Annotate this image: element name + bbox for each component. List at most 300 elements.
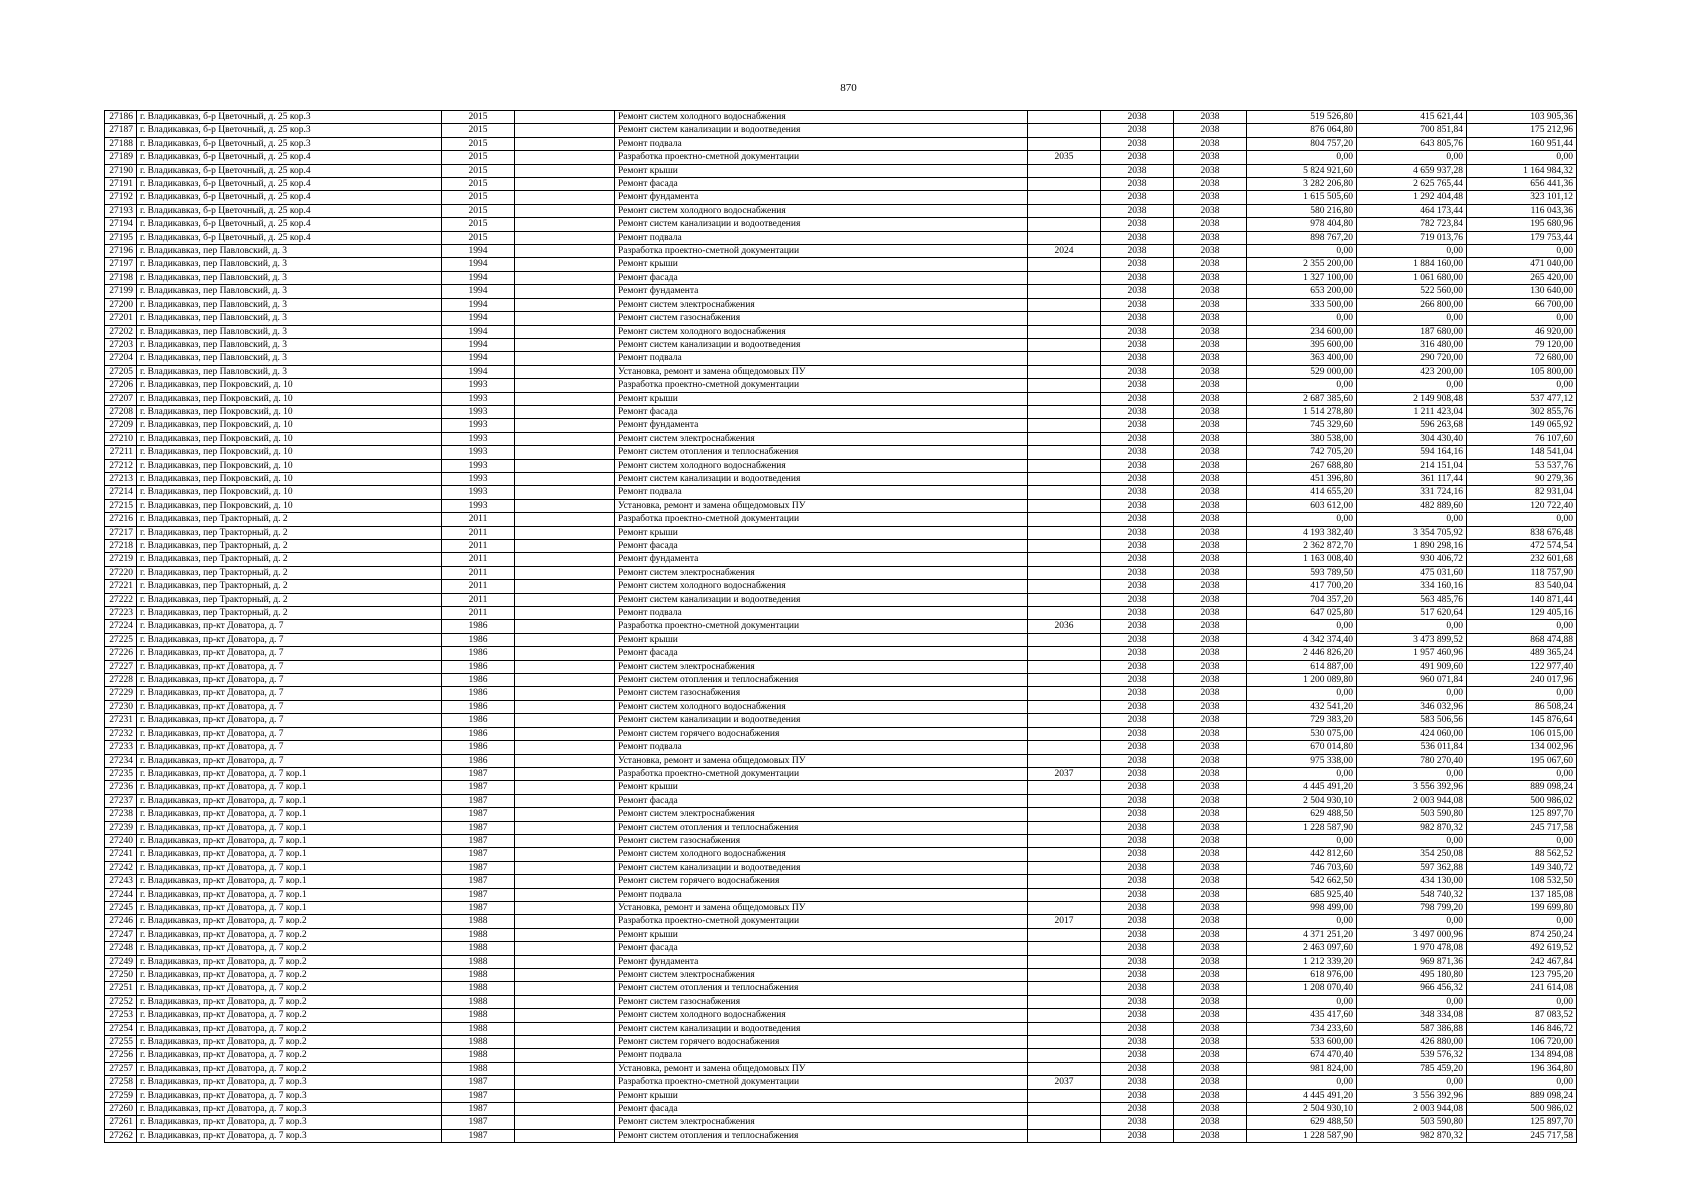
project-year-cell bbox=[1028, 995, 1101, 1008]
blank-cell bbox=[515, 178, 615, 191]
address-cell: г. Владикавказ, б-р Цветочный, д. 25 кор.4 bbox=[137, 231, 442, 244]
owner-cost-cell: 0,00 bbox=[1467, 915, 1577, 928]
address-cell: г. Владикавказ, пр-кт Доватора, д. 7 кор.1 bbox=[137, 767, 442, 780]
total-cost-cell: 4 371 251,20 bbox=[1247, 928, 1357, 941]
total-cost-cell: 704 357,20 bbox=[1247, 593, 1357, 606]
owner-cost-cell: 471 040,00 bbox=[1467, 258, 1577, 271]
end-year-cell: 2038 bbox=[1174, 1009, 1247, 1022]
fund-cost-cell: 522 560,00 bbox=[1357, 285, 1467, 298]
row-number: 27198 bbox=[105, 271, 137, 284]
work-type-cell: Разработка проектно-сметной документации bbox=[615, 245, 1028, 258]
work-type-cell: Ремонт систем отопления и теплоснабжения bbox=[615, 1129, 1028, 1142]
row-number: 27186 bbox=[105, 111, 137, 124]
fund-cost-cell: 482 889,60 bbox=[1357, 499, 1467, 512]
row-number: 27241 bbox=[105, 848, 137, 861]
row-number: 27211 bbox=[105, 446, 137, 459]
row-number: 27243 bbox=[105, 875, 137, 888]
owner-cost-cell: 500 986,02 bbox=[1467, 794, 1577, 807]
blank-cell bbox=[515, 164, 615, 177]
work-type-cell: Ремонт систем холодного водоснабжения bbox=[615, 580, 1028, 593]
year-built-cell: 1986 bbox=[442, 741, 515, 754]
project-year-cell bbox=[1028, 365, 1101, 378]
blank-cell bbox=[515, 352, 615, 365]
blank-cell bbox=[515, 1049, 615, 1062]
blank-cell bbox=[515, 151, 615, 164]
table-row bbox=[105, 1049, 1577, 1062]
year-built-cell: 1988 bbox=[442, 969, 515, 982]
address-cell: г. Владикавказ, пер Павловский, д. 3 bbox=[137, 285, 442, 298]
row-number: 27237 bbox=[105, 794, 137, 807]
start-year-cell: 2038 bbox=[1101, 969, 1174, 982]
total-cost-cell: 898 767,20 bbox=[1247, 231, 1357, 244]
year-built-cell: 1988 bbox=[442, 942, 515, 955]
address-cell: г. Владикавказ, пр-кт Доватора, д. 7 кор.1 bbox=[137, 794, 442, 807]
total-cost-cell: 414 655,20 bbox=[1247, 486, 1357, 499]
total-cost-cell: 729 383,20 bbox=[1247, 714, 1357, 727]
owner-cost-cell: 175 212,96 bbox=[1467, 124, 1577, 137]
address-cell: г. Владикавказ, пер Тракторный, д. 2 bbox=[137, 593, 442, 606]
project-year-cell: 2037 bbox=[1028, 1076, 1101, 1089]
year-built-cell: 1993 bbox=[442, 486, 515, 499]
total-cost-cell: 745 329,60 bbox=[1247, 419, 1357, 432]
project-year-cell bbox=[1028, 834, 1101, 847]
end-year-cell: 2038 bbox=[1174, 151, 1247, 164]
start-year-cell: 2038 bbox=[1101, 741, 1174, 754]
fund-cost-cell: 548 740,32 bbox=[1357, 888, 1467, 901]
fund-cost-cell: 3 354 705,92 bbox=[1357, 526, 1467, 539]
fund-cost-cell: 0,00 bbox=[1357, 379, 1467, 392]
address-cell: г. Владикавказ, пер Павловский, д. 3 bbox=[137, 352, 442, 365]
address-cell: г. Владикавказ, пр-кт Доватора, д. 7 bbox=[137, 700, 442, 713]
row-number: 27208 bbox=[105, 405, 137, 418]
table-row bbox=[105, 1076, 1577, 1089]
row-number: 27209 bbox=[105, 419, 137, 432]
owner-cost-cell: 0,00 bbox=[1467, 687, 1577, 700]
table-row bbox=[105, 405, 1577, 418]
fund-cost-cell: 1 061 680,00 bbox=[1357, 271, 1467, 284]
start-year-cell: 2038 bbox=[1101, 1036, 1174, 1049]
project-year-cell bbox=[1028, 446, 1101, 459]
blank-cell bbox=[515, 338, 615, 351]
table-row bbox=[105, 419, 1577, 432]
start-year-cell: 2038 bbox=[1101, 647, 1174, 660]
start-year-cell: 2038 bbox=[1101, 1062, 1174, 1075]
table-row bbox=[105, 352, 1577, 365]
end-year-cell: 2038 bbox=[1174, 901, 1247, 914]
table-row bbox=[105, 513, 1577, 526]
total-cost-cell: 1 163 008,40 bbox=[1247, 553, 1357, 566]
end-year-cell: 2038 bbox=[1174, 553, 1247, 566]
fund-cost-cell: 423 200,00 bbox=[1357, 365, 1467, 378]
work-type-cell: Ремонт систем холодного водоснабжения bbox=[615, 1009, 1028, 1022]
start-year-cell: 2038 bbox=[1101, 164, 1174, 177]
blank-cell bbox=[515, 419, 615, 432]
table-row bbox=[105, 499, 1577, 512]
blank-cell bbox=[515, 446, 615, 459]
table-row bbox=[105, 674, 1577, 687]
end-year-cell: 2038 bbox=[1174, 540, 1247, 553]
fund-cost-cell: 563 485,76 bbox=[1357, 593, 1467, 606]
year-built-cell: 1987 bbox=[442, 834, 515, 847]
table-row bbox=[105, 848, 1577, 861]
year-built-cell: 1994 bbox=[442, 271, 515, 284]
row-number: 27223 bbox=[105, 607, 137, 620]
fund-cost-cell: 214 151,04 bbox=[1357, 459, 1467, 472]
row-number: 27247 bbox=[105, 928, 137, 941]
fund-cost-cell: 1 884 160,00 bbox=[1357, 258, 1467, 271]
table-row bbox=[105, 647, 1577, 660]
project-year-cell bbox=[1028, 111, 1101, 124]
end-year-cell: 2038 bbox=[1174, 499, 1247, 512]
owner-cost-cell: 0,00 bbox=[1467, 312, 1577, 325]
row-number: 27227 bbox=[105, 660, 137, 673]
address-cell: г. Владикавказ, пер Покровский, д. 10 bbox=[137, 432, 442, 445]
table-row bbox=[105, 808, 1577, 821]
fund-cost-cell: 597 362,88 bbox=[1357, 861, 1467, 874]
row-number: 27246 bbox=[105, 915, 137, 928]
year-built-cell: 1987 bbox=[442, 848, 515, 861]
project-year-cell bbox=[1028, 901, 1101, 914]
row-number: 27192 bbox=[105, 191, 137, 204]
end-year-cell: 2038 bbox=[1174, 392, 1247, 405]
owner-cost-cell: 125 897,70 bbox=[1467, 1116, 1577, 1129]
total-cost-cell: 603 612,00 bbox=[1247, 499, 1357, 512]
table-row bbox=[105, 727, 1577, 740]
start-year-cell: 2038 bbox=[1101, 620, 1174, 633]
end-year-cell: 2038 bbox=[1174, 218, 1247, 231]
row-number: 27217 bbox=[105, 526, 137, 539]
project-year-cell bbox=[1028, 741, 1101, 754]
project-year-cell bbox=[1028, 1049, 1101, 1062]
row-number: 27197 bbox=[105, 258, 137, 271]
owner-cost-cell: 134 002,96 bbox=[1467, 741, 1577, 754]
work-type-cell: Ремонт фасада bbox=[615, 271, 1028, 284]
fund-cost-cell: 304 430,40 bbox=[1357, 432, 1467, 445]
blank-cell bbox=[515, 593, 615, 606]
fund-cost-cell: 0,00 bbox=[1357, 1076, 1467, 1089]
work-type-cell: Ремонт крыши bbox=[615, 258, 1028, 271]
table-row bbox=[105, 875, 1577, 888]
fund-cost-cell: 517 620,64 bbox=[1357, 607, 1467, 620]
table-row bbox=[105, 1062, 1577, 1075]
fund-cost-cell: 1 957 460,96 bbox=[1357, 647, 1467, 660]
end-year-cell: 2038 bbox=[1174, 352, 1247, 365]
project-year-cell bbox=[1028, 566, 1101, 579]
work-type-cell: Ремонт крыши bbox=[615, 633, 1028, 646]
owner-cost-cell: 90 279,36 bbox=[1467, 472, 1577, 485]
work-type-cell: Установка, ремонт и замена общедомовых ПУ bbox=[615, 754, 1028, 767]
total-cost-cell: 1 615 505,60 bbox=[1247, 191, 1357, 204]
end-year-cell: 2038 bbox=[1174, 915, 1247, 928]
start-year-cell: 2038 bbox=[1101, 472, 1174, 485]
row-number: 27231 bbox=[105, 714, 137, 727]
year-built-cell: 1993 bbox=[442, 419, 515, 432]
work-type-cell: Ремонт фасада bbox=[615, 942, 1028, 955]
address-cell: г. Владикавказ, пер Покровский, д. 10 bbox=[137, 392, 442, 405]
end-year-cell: 2038 bbox=[1174, 111, 1247, 124]
end-year-cell: 2038 bbox=[1174, 486, 1247, 499]
total-cost-cell: 2 362 872,70 bbox=[1247, 540, 1357, 553]
start-year-cell: 2038 bbox=[1101, 1049, 1174, 1062]
total-cost-cell: 530 075,00 bbox=[1247, 727, 1357, 740]
blank-cell bbox=[515, 191, 615, 204]
table-row bbox=[105, 767, 1577, 780]
total-cost-cell: 2 687 385,60 bbox=[1247, 392, 1357, 405]
blank-cell bbox=[515, 1129, 615, 1142]
work-type-cell: Ремонт систем холодного водоснабжения bbox=[615, 459, 1028, 472]
row-number: 27218 bbox=[105, 540, 137, 553]
owner-cost-cell: 0,00 bbox=[1467, 245, 1577, 258]
table-row bbox=[105, 379, 1577, 392]
end-year-cell: 2038 bbox=[1174, 593, 1247, 606]
end-year-cell: 2038 bbox=[1174, 834, 1247, 847]
table-row bbox=[105, 969, 1577, 982]
project-year-cell bbox=[1028, 258, 1101, 271]
owner-cost-cell: 889 098,24 bbox=[1467, 781, 1577, 794]
year-built-cell: 2011 bbox=[442, 540, 515, 553]
address-cell: г. Владикавказ, пер Павловский, д. 3 bbox=[137, 298, 442, 311]
table-row bbox=[105, 231, 1577, 244]
blank-cell bbox=[515, 848, 615, 861]
owner-cost-cell: 129 405,16 bbox=[1467, 607, 1577, 620]
row-number: 27204 bbox=[105, 352, 137, 365]
table-row bbox=[105, 1103, 1577, 1116]
address-cell: г. Владикавказ, пер Тракторный, д. 2 bbox=[137, 553, 442, 566]
owner-cost-cell: 323 101,12 bbox=[1467, 191, 1577, 204]
total-cost-cell: 975 338,00 bbox=[1247, 754, 1357, 767]
blank-cell bbox=[515, 875, 615, 888]
total-cost-cell: 0,00 bbox=[1247, 312, 1357, 325]
table-row bbox=[105, 392, 1577, 405]
project-year-cell bbox=[1028, 633, 1101, 646]
total-cost-cell: 1 200 089,80 bbox=[1247, 674, 1357, 687]
year-built-cell: 1993 bbox=[442, 446, 515, 459]
end-year-cell: 2038 bbox=[1174, 204, 1247, 217]
row-number: 27250 bbox=[105, 969, 137, 982]
year-built-cell: 2011 bbox=[442, 513, 515, 526]
start-year-cell: 2038 bbox=[1101, 124, 1174, 137]
blank-cell bbox=[515, 204, 615, 217]
table-row bbox=[105, 446, 1577, 459]
work-type-cell: Ремонт систем канализации и водоотведения bbox=[615, 338, 1028, 351]
table-row bbox=[105, 741, 1577, 754]
blank-cell bbox=[515, 566, 615, 579]
fund-cost-cell: 782 723,84 bbox=[1357, 218, 1467, 231]
work-type-cell: Ремонт систем канализации и водоотведения bbox=[615, 1022, 1028, 1035]
owner-cost-cell: 137 185,08 bbox=[1467, 888, 1577, 901]
table-row bbox=[105, 486, 1577, 499]
fund-cost-cell: 475 031,60 bbox=[1357, 566, 1467, 579]
total-cost-cell: 593 789,50 bbox=[1247, 566, 1357, 579]
start-year-cell: 2038 bbox=[1101, 754, 1174, 767]
blank-cell bbox=[515, 513, 615, 526]
year-built-cell: 1988 bbox=[442, 1009, 515, 1022]
start-year-cell: 2038 bbox=[1101, 674, 1174, 687]
total-cost-cell: 2 504 930,10 bbox=[1247, 794, 1357, 807]
project-year-cell bbox=[1028, 754, 1101, 767]
year-built-cell: 1986 bbox=[442, 754, 515, 767]
total-cost-cell: 685 925,40 bbox=[1247, 888, 1357, 901]
total-cost-cell: 432 541,20 bbox=[1247, 700, 1357, 713]
table-row bbox=[105, 915, 1577, 928]
start-year-cell: 2038 bbox=[1101, 1116, 1174, 1129]
fund-cost-cell: 596 263,68 bbox=[1357, 419, 1467, 432]
blank-cell bbox=[515, 124, 615, 137]
year-built-cell: 1987 bbox=[442, 1076, 515, 1089]
row-number: 27230 bbox=[105, 700, 137, 713]
address-cell: г. Владикавказ, пр-кт Доватора, д. 7 кор.1 bbox=[137, 901, 442, 914]
project-year-cell bbox=[1028, 137, 1101, 150]
end-year-cell: 2038 bbox=[1174, 714, 1247, 727]
row-number: 27251 bbox=[105, 982, 137, 995]
start-year-cell: 2038 bbox=[1101, 258, 1174, 271]
row-number: 27260 bbox=[105, 1103, 137, 1116]
owner-cost-cell: 120 722,40 bbox=[1467, 499, 1577, 512]
start-year-cell: 2038 bbox=[1101, 419, 1174, 432]
total-cost-cell: 2 463 097,60 bbox=[1247, 942, 1357, 955]
work-type-cell: Ремонт крыши bbox=[615, 392, 1028, 405]
owner-cost-cell: 125 897,70 bbox=[1467, 808, 1577, 821]
end-year-cell: 2038 bbox=[1174, 633, 1247, 646]
address-cell: г. Владикавказ, пр-кт Доватора, д. 7 bbox=[137, 754, 442, 767]
year-built-cell: 1988 bbox=[442, 928, 515, 941]
end-year-cell: 2038 bbox=[1174, 178, 1247, 191]
end-year-cell: 2038 bbox=[1174, 1089, 1247, 1102]
blank-cell bbox=[515, 1089, 615, 1102]
project-year-cell bbox=[1028, 379, 1101, 392]
owner-cost-cell: 116 043,36 bbox=[1467, 204, 1577, 217]
project-year-cell bbox=[1028, 419, 1101, 432]
work-type-cell: Ремонт крыши bbox=[615, 164, 1028, 177]
project-year-cell bbox=[1028, 472, 1101, 485]
fund-cost-cell: 1 292 404,48 bbox=[1357, 191, 1467, 204]
table-row bbox=[105, 700, 1577, 713]
address-cell: г. Владикавказ, пер Покровский, д. 10 bbox=[137, 446, 442, 459]
table-row bbox=[105, 178, 1577, 191]
owner-cost-cell: 0,00 bbox=[1467, 995, 1577, 1008]
fund-cost-cell: 643 805,76 bbox=[1357, 137, 1467, 150]
blank-cell bbox=[515, 647, 615, 660]
work-type-cell: Ремонт систем отопления и теплоснабжения bbox=[615, 446, 1028, 459]
row-number: 27202 bbox=[105, 325, 137, 338]
start-year-cell: 2038 bbox=[1101, 486, 1174, 499]
work-type-cell: Ремонт подвала bbox=[615, 352, 1028, 365]
total-cost-cell: 3 282 206,80 bbox=[1247, 178, 1357, 191]
fund-cost-cell: 3 556 392,96 bbox=[1357, 1089, 1467, 1102]
table-row bbox=[105, 151, 1577, 164]
project-year-cell bbox=[1028, 312, 1101, 325]
project-year-cell bbox=[1028, 432, 1101, 445]
total-cost-cell: 533 600,00 bbox=[1247, 1036, 1357, 1049]
fund-cost-cell: 982 870,32 bbox=[1357, 1129, 1467, 1142]
row-number: 27238 bbox=[105, 808, 137, 821]
end-year-cell: 2038 bbox=[1174, 982, 1247, 995]
end-year-cell: 2038 bbox=[1174, 405, 1247, 418]
owner-cost-cell: 105 800,00 bbox=[1467, 365, 1577, 378]
address-cell: г. Владикавказ, пер Покровский, д. 10 bbox=[137, 499, 442, 512]
start-year-cell: 2038 bbox=[1101, 781, 1174, 794]
owner-cost-cell: 195 067,60 bbox=[1467, 754, 1577, 767]
address-cell: г. Владикавказ, пер Тракторный, д. 2 bbox=[137, 540, 442, 553]
year-built-cell: 1993 bbox=[442, 392, 515, 405]
row-number: 27259 bbox=[105, 1089, 137, 1102]
work-type-cell: Ремонт систем газоснабжения bbox=[615, 312, 1028, 325]
fund-cost-cell: 415 621,44 bbox=[1357, 111, 1467, 124]
owner-cost-cell: 118 757,90 bbox=[1467, 566, 1577, 579]
table-row bbox=[105, 620, 1577, 633]
work-type-cell: Ремонт систем горячего водоснабжения bbox=[615, 1036, 1028, 1049]
row-number: 27242 bbox=[105, 861, 137, 874]
work-type-cell: Ремонт подвала bbox=[615, 607, 1028, 620]
project-year-cell bbox=[1028, 285, 1101, 298]
blank-cell bbox=[515, 432, 615, 445]
end-year-cell: 2038 bbox=[1174, 365, 1247, 378]
fund-cost-cell: 187 680,00 bbox=[1357, 325, 1467, 338]
fund-cost-cell: 539 576,32 bbox=[1357, 1049, 1467, 1062]
table-row bbox=[105, 1022, 1577, 1035]
start-year-cell: 2038 bbox=[1101, 271, 1174, 284]
blank-cell bbox=[515, 754, 615, 767]
owner-cost-cell: 149 340,72 bbox=[1467, 861, 1577, 874]
end-year-cell: 2038 bbox=[1174, 647, 1247, 660]
project-year-cell bbox=[1028, 178, 1101, 191]
end-year-cell: 2038 bbox=[1174, 1049, 1247, 1062]
total-cost-cell: 647 025,80 bbox=[1247, 607, 1357, 620]
owner-cost-cell: 83 540,04 bbox=[1467, 580, 1577, 593]
total-cost-cell: 742 705,20 bbox=[1247, 446, 1357, 459]
blank-cell bbox=[515, 767, 615, 780]
fund-cost-cell: 587 386,88 bbox=[1357, 1022, 1467, 1035]
owner-cost-cell: 145 876,64 bbox=[1467, 714, 1577, 727]
work-type-cell: Ремонт систем холодного водоснабжения bbox=[615, 325, 1028, 338]
year-built-cell: 2015 bbox=[442, 218, 515, 231]
year-built-cell: 1987 bbox=[442, 888, 515, 901]
row-number: 27254 bbox=[105, 1022, 137, 1035]
owner-cost-cell: 130 640,00 bbox=[1467, 285, 1577, 298]
row-number: 27194 bbox=[105, 218, 137, 231]
table-row bbox=[105, 191, 1577, 204]
row-number: 27258 bbox=[105, 1076, 137, 1089]
project-year-cell bbox=[1028, 218, 1101, 231]
owner-cost-cell: 489 365,24 bbox=[1467, 647, 1577, 660]
row-number: 27212 bbox=[105, 459, 137, 472]
blank-cell bbox=[515, 1116, 615, 1129]
address-cell: г. Владикавказ, пр-кт Доватора, д. 7 кор.1 bbox=[137, 875, 442, 888]
work-type-cell: Ремонт систем электроснабжения bbox=[615, 566, 1028, 579]
row-number: 27224 bbox=[105, 620, 137, 633]
total-cost-cell: 0,00 bbox=[1247, 379, 1357, 392]
address-cell: г. Владикавказ, пер Тракторный, д. 2 bbox=[137, 566, 442, 579]
address-cell: г. Владикавказ, пр-кт Доватора, д. 7 кор.2 bbox=[137, 1036, 442, 1049]
total-cost-cell: 1 228 587,90 bbox=[1247, 1129, 1357, 1142]
address-cell: г. Владикавказ, пер Павловский, д. 3 bbox=[137, 271, 442, 284]
table-row bbox=[105, 137, 1577, 150]
total-cost-cell: 998 499,00 bbox=[1247, 901, 1357, 914]
table-row bbox=[105, 111, 1577, 124]
start-year-cell: 2038 bbox=[1101, 566, 1174, 579]
owner-cost-cell: 82 931,04 bbox=[1467, 486, 1577, 499]
total-cost-cell: 614 887,00 bbox=[1247, 660, 1357, 673]
year-built-cell: 2011 bbox=[442, 553, 515, 566]
blank-cell bbox=[515, 674, 615, 687]
table-row bbox=[105, 325, 1577, 338]
year-built-cell: 1986 bbox=[442, 633, 515, 646]
project-year-cell bbox=[1028, 580, 1101, 593]
start-year-cell: 2038 bbox=[1101, 191, 1174, 204]
total-cost-cell: 0,00 bbox=[1247, 151, 1357, 164]
row-number: 27214 bbox=[105, 486, 137, 499]
blank-cell bbox=[515, 781, 615, 794]
